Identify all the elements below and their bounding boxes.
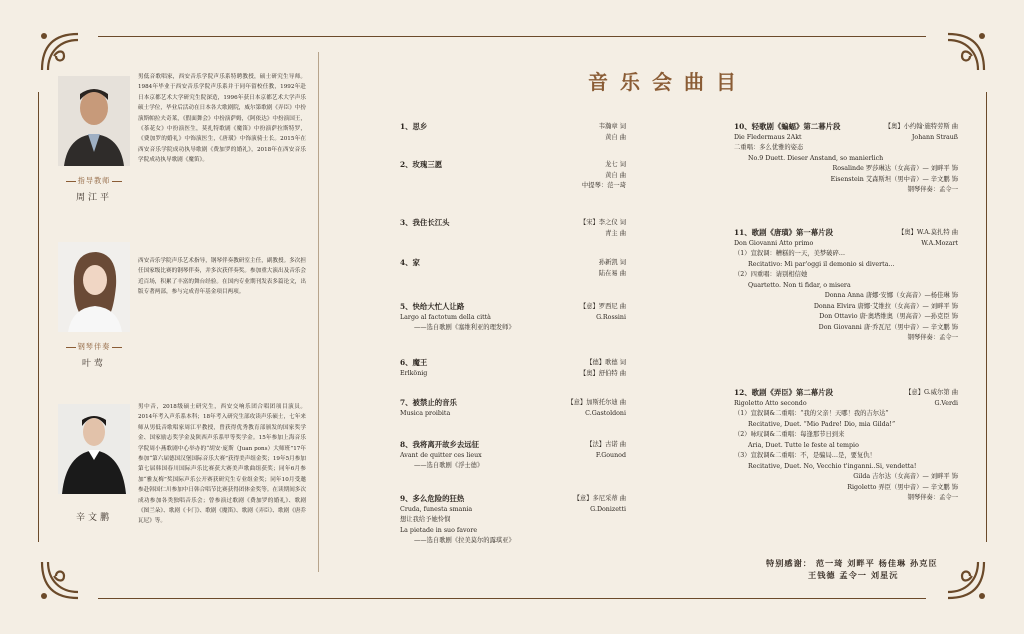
program-item xyxy=(734,388,958,504)
piece-title: 12、歌剧《弄臣》第二幕片段 xyxy=(734,388,833,397)
page-title: 音乐会曲目 xyxy=(588,70,748,94)
composer-line: 【奥】小约翰·施特劳斯 曲 xyxy=(884,123,958,130)
person-name: 叶莺 xyxy=(81,359,106,369)
credit-row xyxy=(734,185,958,196)
credit-right: 钢琴伴奏：孟令一 xyxy=(907,494,958,501)
credit-row xyxy=(734,291,958,302)
credit-left: ——选自歌剧《塞维利亚的理发师》 xyxy=(414,324,515,331)
credit-left: （1）宣叙调&二重唱：“我的父亲！天哪！我的吉尔达” xyxy=(734,410,889,417)
credit-row xyxy=(400,258,626,269)
credit-right: F.Gounod xyxy=(595,451,626,459)
credit-left: ——选自歌剧《浮士德》 xyxy=(414,462,484,469)
program-item xyxy=(400,440,626,472)
credit-row xyxy=(734,260,958,271)
credit-row xyxy=(734,281,958,292)
credit-row xyxy=(400,536,626,547)
program-item xyxy=(400,258,626,279)
piece-title: 8、我将离开故乡去远征 xyxy=(400,440,480,449)
credit-right: Donna Anna 唐娜·安娜（女高音）—杨佳琳 饰 xyxy=(824,292,958,299)
credit-row xyxy=(400,515,626,526)
person-name: 周江平 xyxy=(75,193,112,203)
credit-row xyxy=(734,175,958,186)
credit-row xyxy=(400,302,626,313)
credit-left: Largo al factotum della città xyxy=(400,313,491,321)
credit-left: Don Giovanni Atto primo xyxy=(734,239,814,247)
credit-row xyxy=(734,312,958,323)
credit-row xyxy=(400,171,626,182)
credit-row xyxy=(400,229,626,240)
credit-right: G.Verdi xyxy=(934,399,958,407)
credit-left: La pietade in suo favore xyxy=(400,526,478,534)
credit-row xyxy=(734,239,958,250)
program-item xyxy=(400,494,626,547)
credit-left: （3）宣叙调&二重唱：不，是骗局…是，要复仇！ xyxy=(734,452,876,459)
ornament-bottom-right-icon xyxy=(942,556,988,602)
credit-right: 【意】罗西尼 曲 xyxy=(579,303,626,310)
credit-left: ——选自歌剧《拉美莫尔的露琪亚》 xyxy=(414,537,515,544)
credit-row xyxy=(734,420,958,431)
piece-title: 7、被禁止的音乐 xyxy=(400,398,457,407)
credit-left: Recitative, Duet. “Mio Padre! Dio, mia Gilda!” xyxy=(748,420,896,428)
program-item xyxy=(734,228,958,344)
credit-row xyxy=(400,358,626,369)
credit-row xyxy=(400,398,626,409)
piece-title: 11、歌剧《唐璜》第一幕片段 xyxy=(734,228,833,237)
piece-title: 5、快给大忙人让路 xyxy=(400,302,465,311)
credit-right: 孙新凯 词 xyxy=(598,259,626,266)
credit-left: Die Fledermaus 2Akt xyxy=(734,133,802,141)
credit-left: Aria, Duet. Tutte le feste al tempio xyxy=(748,441,859,449)
credit-right: 黄自 曲 xyxy=(605,133,626,141)
credit-row xyxy=(734,133,958,144)
credit-right: 【意】多尼采蒂 曲 xyxy=(573,495,626,502)
credit-right: 钢琴伴奏：孟令一 xyxy=(907,186,958,193)
bio-text: 男低音歌唱家，西安音乐学院声乐系特聘教授，硕士研究生导师。1984年毕业于西安音乐学院声乐系并于同年留校任教，1992年赴日本京都艺术大学研究生院深造，1996年获日本京都艺术大学声乐硕士学位，毕业后活动在日本各大歌剧院，威尔第歌剧《弄臣》中扮演斯帕拉夫奇莱，《假面舞会》中扮演萨姆，《阿依达》中扮演国王，《茶花女》中扮演医生，莫扎特歌剧《魔笛》中扮演萨拉斯特罗，《费加罗的婚礼》中饰演医生，《唐璜》中饰演骑士长。2015年在西安音乐学院成功执导歌剧《费加罗的婚礼》，2018年在西安音乐学院成功执导歌剧《魔笛》。 xyxy=(138,74,306,164)
credit-row xyxy=(400,409,626,420)
credit-row xyxy=(400,369,626,380)
column-divider xyxy=(318,52,319,572)
credit-row xyxy=(400,451,626,462)
credit-row xyxy=(400,505,626,516)
credit-row xyxy=(734,493,958,504)
credit-right: Don Ottavio 唐·奥塔维奥（男高音）—孙克臣 饰 xyxy=(819,313,958,320)
role-label: 钢琴伴奏 xyxy=(54,342,134,352)
program-item xyxy=(400,358,626,379)
credit-right: Rigoletto 弄臣（男中音）— 辛文鹏 饰 xyxy=(847,483,958,491)
credit-right: 【奥】舒伯特 曲 xyxy=(579,369,626,377)
credit-row xyxy=(400,160,626,171)
credit-right: 【德】歌德 词 xyxy=(586,359,626,366)
bio-text: 西安音乐学院声乐艺术指导，钢琴伴奏教研室主任，副教授。多次担任国家级比赛的钢琴伴奏，并多次获伴奏奖。参加重大演出及音乐会近百场，积累了丰富的舞台经验。在国内专业期刊发表多篇论文，出版专著两部，参与完成青年基金项目两项。 xyxy=(138,258,306,296)
piece-title: 4、家 xyxy=(400,258,420,267)
piece-title: 3、我住长江头 xyxy=(400,218,450,227)
credit-right: Don Giovanni 唐·乔瓦尼（男中音）— 辛文鹏 饰 xyxy=(818,323,958,331)
thanks-line-2: 王钱德 孟令一 刘星沅 xyxy=(808,570,899,580)
credit-row xyxy=(734,472,958,483)
credit-right: 陆在易 曲 xyxy=(598,269,626,277)
credit-right: 钢琴伴奏：孟令一 xyxy=(907,334,958,341)
thanks-label: 特别感谢： xyxy=(766,558,812,568)
program-item xyxy=(400,160,626,192)
bio-teacher xyxy=(54,72,304,222)
credit-right: G.Donizetti xyxy=(590,505,626,513)
credit-row xyxy=(734,270,958,281)
piece-title: 2、玫瑰三愿 xyxy=(400,160,443,169)
credit-left: Cruda, funesta smania xyxy=(400,505,473,513)
credit-left: （2）咏叹调&二重唱：每逢那节日到来 xyxy=(734,431,845,438)
credit-right: Eisenstein 艾森斯坦（男中音）— 辛文鹏 饰 xyxy=(830,175,958,183)
credit-right: 中提琴：范一琦 xyxy=(581,182,626,189)
credit-row xyxy=(734,164,958,175)
bio-performer xyxy=(54,398,304,588)
credit-row xyxy=(400,133,626,144)
program-item xyxy=(734,122,958,196)
credit-row xyxy=(400,269,626,280)
credit-row xyxy=(400,122,626,133)
credit-row xyxy=(734,333,958,344)
credit-right: 【法】古诺 曲 xyxy=(586,441,626,448)
piece-title: 1、思乡 xyxy=(400,122,428,131)
piece-title: 10、轻歌剧《蝙蝠》第二幕片段 xyxy=(734,122,841,131)
credit-left: Rigoletto Atto secondo xyxy=(734,399,807,407)
credit-right: Donna Elvira 唐娜·艾维拉（女高音）— 刘畔平 饰 xyxy=(813,302,958,310)
credit-row xyxy=(734,154,958,165)
credit-row xyxy=(400,440,626,451)
credit-row xyxy=(400,218,626,229)
credit-right: C.Gastoldoni xyxy=(585,409,626,417)
credit-row xyxy=(734,483,958,494)
credit-left: Recitative, Duet. No, Vecchio t'inganni..Si, vendetta! xyxy=(748,462,917,470)
credit-right: 韦瀚章 词 xyxy=(598,123,626,130)
program-item xyxy=(400,398,626,419)
credit-left: Erlkönig xyxy=(400,369,428,377)
role-label: 指导教师 xyxy=(54,176,134,186)
composer-line: 【意】G.威尔第 曲 xyxy=(905,389,958,396)
special-thanks xyxy=(766,558,938,569)
credit-right: 【宋】李之仪 词 xyxy=(579,219,626,226)
composer-line: 【奥】W.A.莫扎特 曲 xyxy=(897,229,958,236)
credit-right: Johann Strauß xyxy=(911,133,958,141)
credit-left: 想让我给予她怜悯 xyxy=(400,516,451,523)
piece-title: 9、多么危险的狂热 xyxy=(400,494,465,503)
credit-right: 青主 曲 xyxy=(605,229,626,237)
credit-right: 龙七 词 xyxy=(605,161,626,168)
credit-right: Gilda 吉尔达（女高音）— 刘畔平 饰 xyxy=(853,473,958,480)
credit-right: W.A.Mozart xyxy=(921,239,958,247)
credit-row xyxy=(400,494,626,505)
ornament-top-left-icon xyxy=(38,30,84,76)
credit-row xyxy=(734,441,958,452)
credit-left: Musica proibita xyxy=(400,409,451,417)
credit-row xyxy=(400,313,626,324)
credit-left: Quartetto. Non ti fidar, o misera xyxy=(748,281,851,289)
credit-left: （2）四重唱：请别相信她 xyxy=(734,271,808,278)
credit-row xyxy=(400,461,626,472)
credit-right: G.Rossini xyxy=(596,313,626,321)
credit-row xyxy=(400,323,626,334)
credit-left: 二重唱：多么优雅的姿态 xyxy=(734,144,804,151)
credit-row xyxy=(734,462,958,473)
credit-row xyxy=(734,451,958,462)
credit-right: 黄自 曲 xyxy=(605,171,626,179)
credit-right: Rosalinde 罗莎琳达（女高音）— 刘畔平 饰 xyxy=(832,165,958,172)
thanks-line-1: 范一琦 刘畔平 杨佳琳 孙克臣 xyxy=(815,558,938,568)
credit-row xyxy=(734,430,958,441)
bio-text: 男中音，2018级硕士研究生，西安交响乐团合唱团项目演员。2014年考入声乐系本科；18年考入研究生部攻读声乐硕士，七年来师从男低音歌唱家周江平教授，曾获得优秀教育部颁发的国家奖学金、国家励志奖学金及陕西声乐系甲等奖学金。15年参加上海音乐学院周小燕歌剧中心举办的“胡安·庞斯（Juan pons）大师班”17年参加“第六届德国汉堡国际音乐大赛”获得美声组金奖；19年5月参加第七届韩国春川国际声乐比赛获大赛美声歌曲组获奖；同年6月参加“雅友梅”奖国际声乐公开赛获研究生专业组金奖；同年10月受邀参赴韩国仁川参加中日韩合唱节比赛获得团体金奖等。在读期间多次成功参加各类独唱音乐会；曾参演过歌剧《费加罗的婚礼》、歌剧《图兰朵》、歌剧《卡门》、歌剧《魔笛》、歌剧《弄臣》、歌剧《唐乔瓦尼》等。 xyxy=(138,404,306,525)
credit-row xyxy=(400,181,626,192)
credit-row xyxy=(734,249,958,260)
piece-title: 6、魔王 xyxy=(400,358,428,367)
credit-row xyxy=(734,409,958,420)
credit-left: Recitativo: Mi par'oggi il demonio si diverta... xyxy=(748,260,895,268)
bio-pianist xyxy=(54,238,304,388)
credit-left: Avant de quitter ces lieux xyxy=(400,451,482,459)
credit-left: No.9 Duett. Dieser Anstand, so manierlich xyxy=(748,154,884,162)
credit-right: 【意】加斯托尔迪 曲 xyxy=(567,399,626,406)
person-name: 辛文鹏 xyxy=(75,513,112,523)
credit-row xyxy=(400,526,626,537)
program-item xyxy=(400,218,626,239)
program-item xyxy=(400,122,626,143)
credit-row xyxy=(734,323,958,334)
portrait-photo xyxy=(58,76,130,166)
credit-row xyxy=(734,302,958,313)
program-item xyxy=(400,302,626,334)
special-thanks-line2 xyxy=(808,570,898,581)
portrait-photo xyxy=(58,404,130,494)
credit-row xyxy=(734,399,958,410)
portrait-photo xyxy=(58,242,130,332)
credit-row xyxy=(734,143,958,154)
credit-left: （1）宣叙调：糟糕的一天，美梦破碎… xyxy=(734,250,846,257)
ornament-top-right-icon xyxy=(942,30,988,76)
